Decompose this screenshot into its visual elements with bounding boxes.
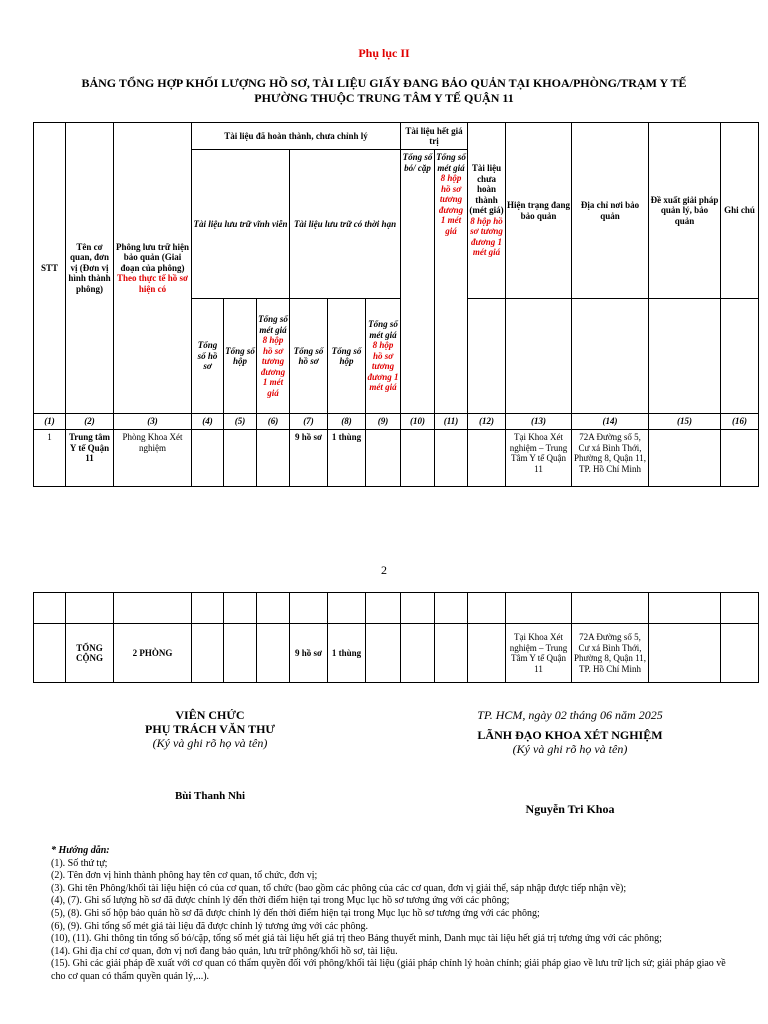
col-number: (8) <box>328 414 366 430</box>
empty-cell <box>649 624 721 683</box>
empty-cell <box>114 593 192 624</box>
instruction-item: (2). Tên đơn vị hình thành phông hay tên cơ quan, tổ chức, đơn vị; <box>51 870 318 882</box>
header-permanent-meters-label: Tổng số mét giá <box>258 314 288 335</box>
col-number: (5) <box>224 414 257 430</box>
empty-cell <box>721 299 759 414</box>
empty-cell <box>721 624 759 683</box>
empty-cell <box>649 430 721 487</box>
empty-cell <box>366 593 401 624</box>
empty-cell <box>366 430 401 487</box>
row-address: 72A Đường số 5, Cư xá Bình Thới, Phường 8, Quận 11, TP. Hồ Chí Minh <box>572 430 649 487</box>
header-agency: Tên cơ quan, đơn vị (Đơn vị hình thành phông) <box>66 123 114 414</box>
col-number: (12) <box>468 414 506 430</box>
signer-role-line-1: VIÊN CHỨC <box>175 708 245 722</box>
row-fonds: Phòng Khoa Xét nghiệm <box>114 430 192 487</box>
empty-cell <box>435 624 468 683</box>
signature-block-left <box>95 708 325 750</box>
empty-cell <box>224 624 257 683</box>
total-files: 9 hồ sơ <box>290 624 328 683</box>
total-boxes: 1 thùng <box>328 624 366 683</box>
signer-name-right: Nguyễn Tri Khoa <box>525 802 615 816</box>
header-limited-meters <box>366 299 401 414</box>
signing-date: TP. HCM, ngày 02 tháng 06 năm 2025 <box>477 708 663 722</box>
row-files: 9 hồ sơ <box>290 430 328 487</box>
row-stt: 1 <box>34 430 66 487</box>
empty-cell <box>34 624 66 683</box>
header-unfinished-note: 8 hộp hồ sơ tương đương 1 mét giá <box>470 215 503 258</box>
total-address: 72A Đường số 5, Cư xá Bình Thới, Phường 8, Quận 11, TP. Hồ Chí Minh <box>572 624 649 683</box>
empty-cell <box>435 593 468 624</box>
header-status: Hiện trạng đang bảo quản <box>506 123 572 299</box>
empty-cell <box>192 430 224 487</box>
header-limited-boxes: Tổng số hộp <box>328 299 366 414</box>
empty-cell <box>468 593 506 624</box>
empty-cell <box>649 593 721 624</box>
signature-instruction: (Ký và ghi rõ họ và tên) <box>512 742 628 756</box>
signature-instruction: (Ký và ghi rõ họ và tên) <box>152 736 268 750</box>
instruction-item: (10), (11). Ghi thông tin tổng số bó/cặp, tổng số mét giá tài liệu hết giá trị theo Bảng thuyết minh, Danh mục tài liệu hết giá trị tương ứng với các phông; <box>51 933 662 945</box>
header-total-meters <box>435 150 468 414</box>
empty-cell <box>66 593 114 624</box>
col-number: (15) <box>649 414 721 430</box>
empty-cell <box>506 299 572 414</box>
empty-cell <box>401 430 435 487</box>
col-number: (4) <box>192 414 224 430</box>
header-limited-meters-label: Tổng số mét giá <box>368 319 398 340</box>
header-fonds-label: Phông lưu trữ hiện bảo quản (Giai đoạn của phông) <box>115 241 190 273</box>
total-status: Tại Khoa Xét nghiệm – Trung Tâm Y tế Quận 11 <box>506 624 572 683</box>
total-fonds: 2 PHÒNG <box>114 624 192 683</box>
total-row <box>34 624 759 683</box>
header-permanent-meters <box>257 299 290 414</box>
header-permanent-boxes: Tổng số hộp <box>224 299 257 414</box>
instruction-item: (5), (8). Ghi số hộp bảo quản hồ sơ đã được chỉnh lý đến thời điểm hiện tại trong Mục lục hồ sơ tương ứng với các phông; <box>51 907 540 919</box>
document-title <box>40 76 728 106</box>
appendix-label: Phụ lục II <box>358 46 410 60</box>
header-total-meters-note: 8 hộp hồ sơ tương đương 1 mét giá <box>438 173 464 236</box>
instruction-item: (15). Ghi các giải pháp đề xuất với cơ quan có thẩm quyền đối với phông/khối tài liệu (giải pháp chỉnh lý hoàn chỉnh; giải pháp giao về lưu trữ lịch sử; giải pháp giao về cho cơ quan có thẩm quyền quản lý,...). <box>51 958 726 982</box>
col-number: (13) <box>506 414 572 430</box>
empty-cell <box>192 593 224 624</box>
col-number: (9) <box>366 414 401 430</box>
row-boxes: 1 thùng <box>328 430 366 487</box>
header-note: Ghi chú <box>721 123 759 299</box>
header-limited-meters-note: 8 hộp hồ sơ tương đương 1 mét giá <box>367 340 399 393</box>
summary-table-continued <box>33 592 759 683</box>
col-number: (10) <box>401 414 435 430</box>
header-address: Địa chỉ nơi bảo quản <box>572 123 649 299</box>
header-limited-files: Tổng số hồ sơ <box>290 299 328 414</box>
header-limited: Tài liệu lưu trữ có thời hạn <box>290 150 401 299</box>
empty-cell <box>721 593 759 624</box>
empty-cell <box>366 624 401 683</box>
instruction-item: (1). Số thứ tự; <box>51 857 108 869</box>
instructions <box>51 845 731 984</box>
col-number: (16) <box>721 414 759 430</box>
table-row <box>34 430 759 487</box>
header-total-bundles: Tổng số bó/ cặp <box>401 150 435 414</box>
empty-cell <box>721 430 759 487</box>
page-number: 2 <box>381 563 387 577</box>
empty-cell <box>290 593 328 624</box>
col-number: (7) <box>290 414 328 430</box>
summary-table <box>33 122 759 487</box>
col-number: (6) <box>257 414 290 430</box>
instruction-item: (3). Ghi tên Phông/khối tài liệu hiện có của cơ quan, tổ chức (bao gồm các phông của các cơ quan, đơn vị giải thể, sáp nhập được tiếp nhận về); <box>51 882 627 894</box>
title-line-2: PHƯỜNG THUỘC TRUNG TÂM Y TẾ QUẬN 11 <box>254 91 514 105</box>
row-agency: Trung tâm Y tế Quận 11 <box>66 430 114 487</box>
instruction-item: (14). Ghi địa chỉ cơ quan, đơn vị nơi đang bảo quản, lưu trữ phông/khối hồ sơ, tài liệu. <box>51 945 398 957</box>
header-permanent: Tài liệu lưu trữ vĩnh viễn <box>192 150 290 299</box>
signer-role-line-2: PHỤ TRÁCH VĂN THƯ <box>145 722 275 736</box>
col-number: (1) <box>34 414 66 430</box>
empty-cell <box>34 593 66 624</box>
header-completed: Tài liệu đã hoàn thành, chưa chỉnh lý <box>192 123 401 150</box>
empty-cell <box>224 593 257 624</box>
header-fonds-note: Theo thực tế hồ sơ hiện có <box>117 273 188 294</box>
empty-cell <box>506 593 572 624</box>
header-permanent-files: Tổng số hồ sơ <box>192 299 224 414</box>
empty-cell <box>572 593 649 624</box>
empty-cell <box>257 430 290 487</box>
empty-cell <box>468 430 506 487</box>
header-expired: Tài liệu hết giá trị <box>401 123 468 150</box>
instruction-item: (6), (9). Ghi tổng số mét giá tài liệu đã được chỉnh lý tương ứng với các phông. <box>51 920 369 932</box>
total-label: TỔNG CỘNG <box>66 624 114 683</box>
instructions-heading: * Hướng dẫn: <box>51 845 110 856</box>
empty-cell <box>468 624 506 683</box>
col-number: (11) <box>435 414 468 430</box>
signer-role: LÃNH ĐẠO KHOA XÉT NGHIỆM <box>477 728 663 742</box>
col-number: (14) <box>572 414 649 430</box>
col-number: (2) <box>66 414 114 430</box>
signature-block-right <box>420 708 720 756</box>
header-fonds <box>114 123 192 414</box>
header-total-meters-label: Tổng số mét giá <box>436 152 466 173</box>
empty-cell <box>468 299 506 414</box>
header-unfinished <box>468 123 506 299</box>
empty-cell <box>401 593 435 624</box>
empty-cell <box>649 299 721 414</box>
header-stt: STT <box>34 123 66 414</box>
title-line-1: BẢNG TỔNG HỢP KHỐI LƯỢNG HỒ SƠ, TÀI LIỆU GIẤY ĐANG BẢO QUẢN TẠI KHOA/PHÒNG/TRẠM Y TẾ <box>81 76 687 90</box>
instruction-item: (4), (7). Ghi số lượng hồ sơ đã được chỉnh lý đến thời điểm hiện tại trong Mục lục hồ sơ tương ứng với các phông; <box>51 895 510 907</box>
header-permanent-meters-note: 8 hộp hồ sơ tương đương 1 mét giá <box>260 335 286 398</box>
row-status: Tại Khoa Xét nghiệm – Trung Tâm Y tế Quận 11 <box>506 430 572 487</box>
empty-cell <box>401 624 435 683</box>
empty-cell <box>257 593 290 624</box>
empty-cell <box>192 624 224 683</box>
empty-cell <box>257 624 290 683</box>
empty-cell <box>435 430 468 487</box>
empty-cell <box>572 299 649 414</box>
empty-cell <box>224 430 257 487</box>
signer-name-left: Bùi Thanh Nhi <box>174 790 246 802</box>
header-unfinished-label: Tài liệu chưa hoàn thành (mét giá) <box>469 163 504 216</box>
header-proposal: Đề xuất giải pháp quản lý, bảo quản <box>649 123 721 299</box>
empty-cell <box>328 593 366 624</box>
col-number: (3) <box>114 414 192 430</box>
